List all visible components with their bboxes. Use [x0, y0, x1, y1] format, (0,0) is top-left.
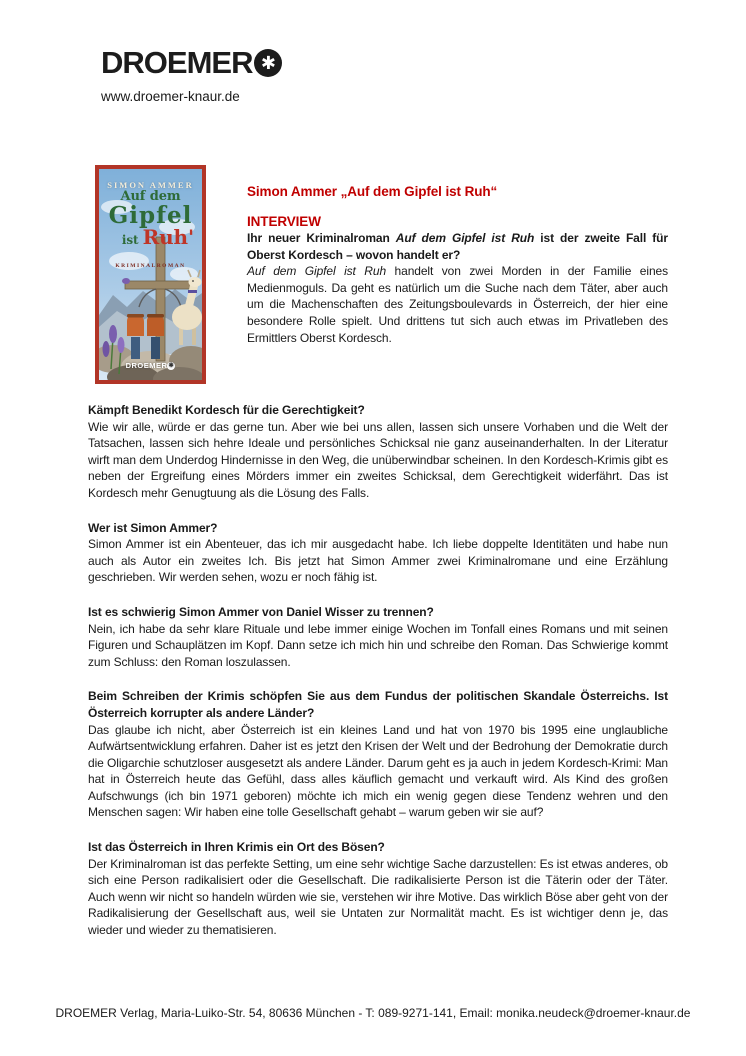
- question-2: Wer ist Simon Ammer?: [88, 520, 218, 535]
- question-0-book-title: Auf dem Gipfel ist Ruh: [395, 231, 535, 245]
- qa-section-2: [88, 520, 668, 586]
- publisher-logo: [101, 47, 282, 78]
- answer-5: Der Kriminalroman ist das perfekte Setting, um eine sehr wichtige Sache darzustellen: Es ist etwas anderes, ob sich eine Person radikalisiert oder die Gesellschaft. Die radikalisierte Person ist die Täterin oder der Täter. Auch wenn wir nicht so handeln würden wie sie, verstehen wir ihre Motive. Das wirklich Böse aber geht von der Radikalisierung der Gesellschaft aus, weil sie Untaten zur Normalität macht. Es ist wichtiger denn je, das wieder und wieder zu thematisieren.: [88, 856, 668, 938]
- qa-section-3: [88, 604, 668, 670]
- logo-wordmark: DROEMER: [101, 45, 253, 80]
- question-4: Beim Schreiben der Krimis schöpfen Sie aus dem Fundus der politischen Skandale Österreichs. Ist Österreich korrupter als andere Länder?: [88, 689, 668, 720]
- document-title: Simon Ammer „Auf dem Gipfel ist Ruh“: [247, 184, 498, 199]
- qa-section-1: [88, 402, 668, 502]
- answer-3: Nein, ich habe da sehr klare Rituale und lebe immer einige Wochen im Tonfall eines Romans und mit seinen Figuren und Schauplätzen im Kopf. Dann setze ich mich hin und schreibe den Roman. Das Schwierige kommt zum Schluss: den Roman loszulassen.: [88, 621, 668, 669]
- question-0-text-end: ist der zweite Fall für Oberst Kordesch – wovon handelt er?: [247, 231, 668, 262]
- cover-title-line2: Gipfel: [108, 202, 193, 229]
- cover-title-line1: Auf dem: [120, 189, 181, 204]
- question-5: Ist das Österreich in Ihren Krimis ein Ort des Bösen?: [88, 840, 385, 855]
- answer-2: Simon Ammer ist ein Abenteuer, das ich mir ausgedacht habe. Ich liebe doppelte Identitäten und habe nun auch als Autor ein zweites Ich. Bis jetzt hat Simon Ammer zwei Kriminalromane und eine Erzählung geschrieben. Wir werden sehen, wozu er noch fähig ist.: [88, 537, 668, 585]
- cover-author: SIMON AMMER: [107, 180, 194, 190]
- book-cover: [95, 165, 206, 384]
- cover-title: [99, 190, 202, 250]
- document-body: [88, 160, 668, 939]
- cover-title-line3: [99, 227, 202, 250]
- answer-0-book-title: Auf dem Gipfel ist Ruh: [247, 264, 387, 279]
- answer-0: [247, 263, 668, 346]
- question-0-text: Ihr neuer Kriminalroman: [247, 231, 396, 245]
- logo-star-icon: ✱: [254, 49, 282, 77]
- cover-publisher-star-icon: ✱: [168, 363, 175, 370]
- publisher-website: www.droemer-knaur.de: [101, 89, 240, 104]
- footer-contact-line: DROEMER Verlag, Maria-Luiko-Str. 54, 80636 München - T: 089-9271-141, Email: monika.neudeck@droemer-knaur.de: [55, 1006, 691, 1020]
- cover-title-line3-prefix: ist: [121, 233, 143, 247]
- intro-row: [88, 160, 668, 384]
- question-0: [247, 230, 668, 263]
- answer-1: Wie wir alle, würde er das gerne tun. Aber wie bei uns allen, lassen sich unsere Vorhaben und die Welt der Tatsachen, lassen sich hehre Ideale und persönliches Schicksal nie ganz auseinanderhalten. In der Literatur wirft man dem Underdog Hindernisse in den Weg, die unüberwindbar scheinen. In den Kordesch-Krimis gibt es neben der Ergreifung eines Mörders immer ein zweites Schicksal, dem Gerechtigkeit widerfährt. Das ist Kordesch mehr Genugtuung als die Lösung des Falls.: [88, 419, 668, 500]
- document-subtitle: INTERVIEW: [247, 214, 321, 229]
- answer-4: Das glaube ich nicht, aber Österreich ist ein kleines Land und hat von 1970 bis 1995 eine unglaubliche Aufwärtsentwicklung erfahren. Daher ist es jetzt den Krisen der Welt und der Bedrohung der Demokratie durch die Oligarchie schutzloser ausgesetzt als andere Länder. Darum geht es ja auch in jedem Kordesch-Krimi: Man hat in Österreich heute das Gefühl, dass alles käuflich gemacht und verkauft wird. Als Kind des großen Aufschwungs (ich bin 1971 geboren) möchte ich mich ein wenig gegen diese Tendenz wehren und den Menschen sagen: Wir haben eine tolle Gesellschaft gehabt – warum geben wir sie auf?: [88, 722, 668, 820]
- question-3: Ist es schwierig Simon Ammer von Daniel Wisser zu trennen?: [88, 604, 434, 619]
- qa-section-4: [88, 688, 668, 821]
- cover-publisher-wordmark: DROEMER: [125, 361, 168, 371]
- question-1: Kämpft Benedikt Kordesch für die Gerechtigkeit?: [88, 403, 365, 417]
- intro-column: [247, 160, 668, 384]
- cover-genre-label: KRIMINALROMAN: [115, 263, 186, 269]
- qa-section-5: [88, 839, 668, 939]
- answer-0-text: handelt von zwei Morden in der Familie eines Medienmoguls. Da geht es natürlich um die Suche nach dem Täter, aber auch um die Machenschaften des Zeitungsboulevards in Österreich, der hier eine besondere Rolle spielt. Und drittens tut sich auch etwas im Privatleben des Ermittlers Oberst Kordesch.: [247, 264, 668, 345]
- cover-title-line3-accent: Ruh': [142, 225, 194, 249]
- cover-publisher-logo: [99, 358, 202, 375]
